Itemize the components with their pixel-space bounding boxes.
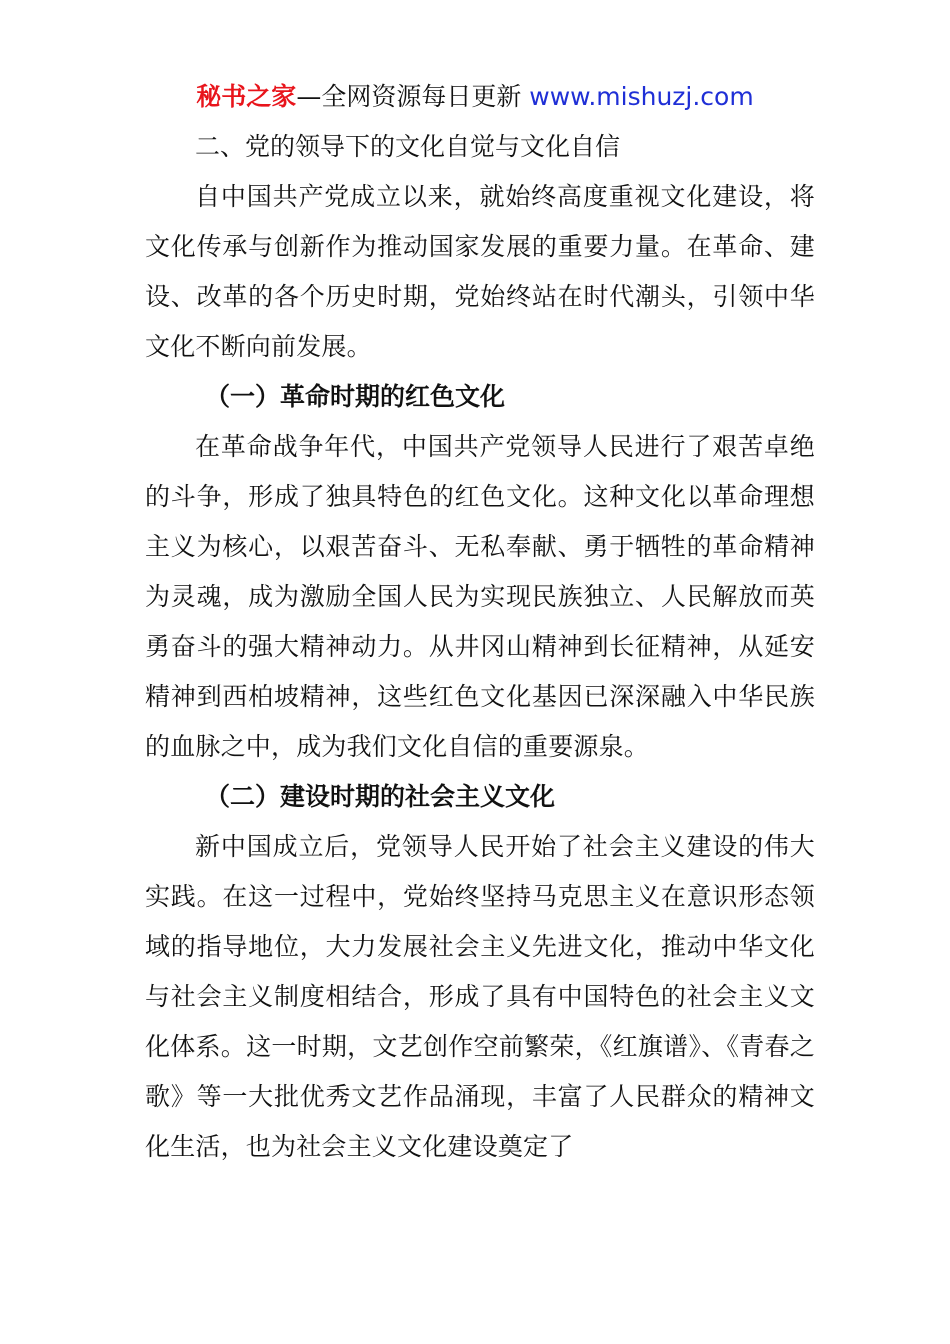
site-header <box>0 80 950 114</box>
document-body <box>145 122 815 1172</box>
subsection-body-construction: 新中国成立后，党领导人民开始了社会主义建设的伟大实践。在这一过程中，党始终坚持马克思主义在意识形态领域的指导地位，大力发展社会主义先进文化，推动中华文化与社会主义制度相结合，形成了具有中国特色的社会主义文化体系。这一时期，文艺创作空前繁荣，《红旗谱》、《青春之歌》等一大批优秀文艺作品涌现，丰富了人民群众的精神文化生活，也为社会主义文化建设奠定了 <box>145 832 815 1161</box>
subsection-body-revolution: 在革命战争年代，中国共产党领导人民进行了艰苦卓绝的斗争，形成了独具特色的红色文化。这种文化以革命理想主义为核心，以艰苦奋斗、无私奉献、勇于牺牲的革命精神为灵魂，成为激励全国人民为实现民族独立、人民解放而英勇奋斗的强大精神动力。从井冈山精神到长征精神，从延安精神到西柏坡精神，这些红色文化基因已深深融入中华民族的血脉之中，成为我们文化自信的重要源泉。 <box>145 432 815 761</box>
brand-name: 秘书之家 <box>196 82 297 111</box>
subsection-title-revolution: （一）革命时期的红色文化 <box>205 382 506 411</box>
intro-paragraph: 自中国共产党成立以来，就始终高度重视文化建设，将文化传承与创新作为推动国家发展的重要力量。在革命、建设、改革的各个历史时期，党始终站在时代潮头，引领中华文化不断向前发展。 <box>145 182 815 361</box>
section-title: 二、党的领导下的文化自觉与文化自信 <box>195 132 621 161</box>
site-url-link[interactable]: www.mishuzj.com <box>529 82 754 111</box>
header-tagline: —全网资源每日更新 <box>296 82 522 111</box>
subsection-title-construction: （二）建设时期的社会主义文化 <box>205 782 556 811</box>
